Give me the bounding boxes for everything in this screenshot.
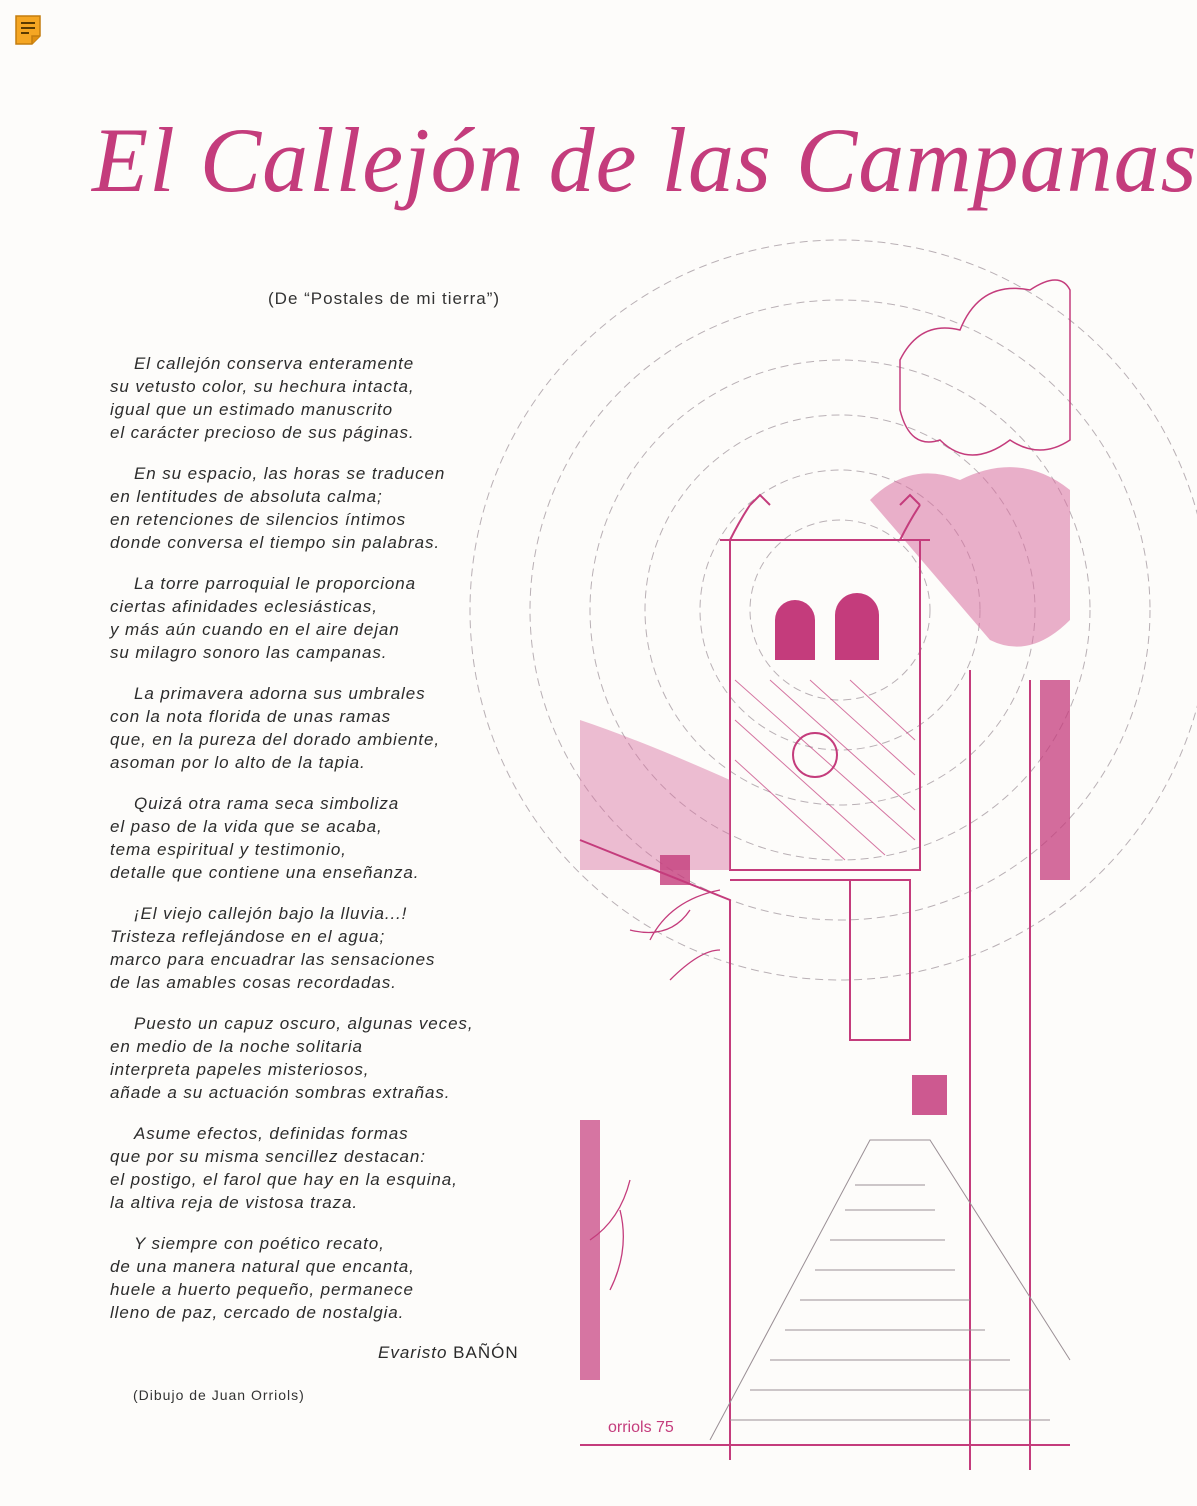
church-alley-illustration	[570, 240, 1070, 1450]
poem-line: lleno de paz, cercado de nostalgia.	[110, 1303, 405, 1322]
poem-line: de las amables cosas recordadas.	[110, 973, 397, 992]
drawing-signature: orriols 75	[608, 1419, 674, 1436]
stanza	[110, 352, 570, 444]
page-title: El Callejón de las Campanas	[92, 109, 1197, 211]
poem-line: su milagro sonoro las campanas.	[110, 643, 388, 662]
poem-line: tema espiritual y testimonio,	[110, 840, 347, 859]
poem-line: el postigo, el farol que hay en la esquina,	[110, 1170, 458, 1189]
poem-line: ciertas afinidades eclesiásticas,	[110, 597, 378, 616]
poem-line: donde conversa el tiempo sin palabras.	[110, 533, 440, 552]
poem-line: la altiva reja de vistosa traza.	[110, 1193, 359, 1212]
stanza	[110, 682, 570, 774]
poem-line: su vetusto color, su hechura intacta,	[110, 377, 415, 396]
stanza	[110, 572, 570, 664]
poem-line: Asume efectos, definidas formas	[134, 1124, 409, 1143]
drawing-credit: (Dibujo de Juan Orriols)	[133, 1387, 305, 1403]
poem-line: que, en la pureza del dorado ambiente,	[110, 730, 441, 749]
poem-line: detalle que contiene una enseñanza.	[110, 863, 420, 882]
stanza	[110, 902, 570, 994]
poem-line: asoman por lo alto de la tapia.	[110, 753, 366, 772]
poem-line: el paso de la vida que se acaba,	[110, 817, 383, 836]
poem-line: con la nota florida de unas ramas	[110, 707, 392, 726]
poem-line: de una manera natural que encanta,	[110, 1257, 415, 1276]
poem-line: Quizá otra rama seca simboliza	[134, 794, 400, 813]
poem-line: el carácter precioso de sus páginas.	[110, 423, 415, 442]
poem	[110, 352, 570, 1342]
stanza	[110, 462, 570, 554]
poem-line: ¡El viejo callejón bajo la lluvia...!	[134, 904, 408, 923]
poem-line: que por su misma sencillez destacan:	[110, 1147, 426, 1166]
poem-line: en lentitudes de absoluta calma;	[110, 487, 383, 506]
stanza	[110, 792, 570, 884]
poem-line: en retenciones de silencios íntimos	[110, 510, 407, 529]
author-first-name: Evaristo	[378, 1343, 448, 1362]
poem-line: Y siempre con poético recato,	[134, 1234, 385, 1253]
poem-line: La primavera adorna sus umbrales	[134, 684, 426, 703]
poem-line: En su espacio, las horas se traducen	[134, 464, 446, 483]
stanza	[110, 1122, 570, 1214]
poem-line: Puesto un capuz oscuro, algunas veces,	[134, 1014, 474, 1033]
poem-line: marco para encuadrar las sensaciones	[110, 950, 436, 969]
poem-line: igual que un estimado manuscrito	[110, 400, 394, 419]
note-icon[interactable]	[14, 14, 44, 46]
poem-line: interpreta papeles misteriosos,	[110, 1060, 370, 1079]
poem-line: añade a su actuación sombras extrañas.	[110, 1083, 451, 1102]
poem-line: La torre parroquial le proporciona	[134, 574, 416, 593]
source-note: (De “Postales de mi tierra”)	[268, 289, 501, 308]
poem-line: Tristeza reflejándose en el agua;	[110, 927, 386, 946]
stanza	[110, 1012, 570, 1104]
author-signature	[378, 1343, 519, 1363]
poem-line: El callejón conserva enteramente	[134, 354, 415, 373]
poem-line: y más aún cuando en el aire dejan	[110, 620, 400, 639]
poem-line: en medio de la noche solitaria	[110, 1037, 363, 1056]
author-surname: BAÑÓN	[453, 1343, 519, 1362]
poem-line: huele a huerto pequeño, permanece	[110, 1280, 414, 1299]
stanza	[110, 1232, 570, 1324]
